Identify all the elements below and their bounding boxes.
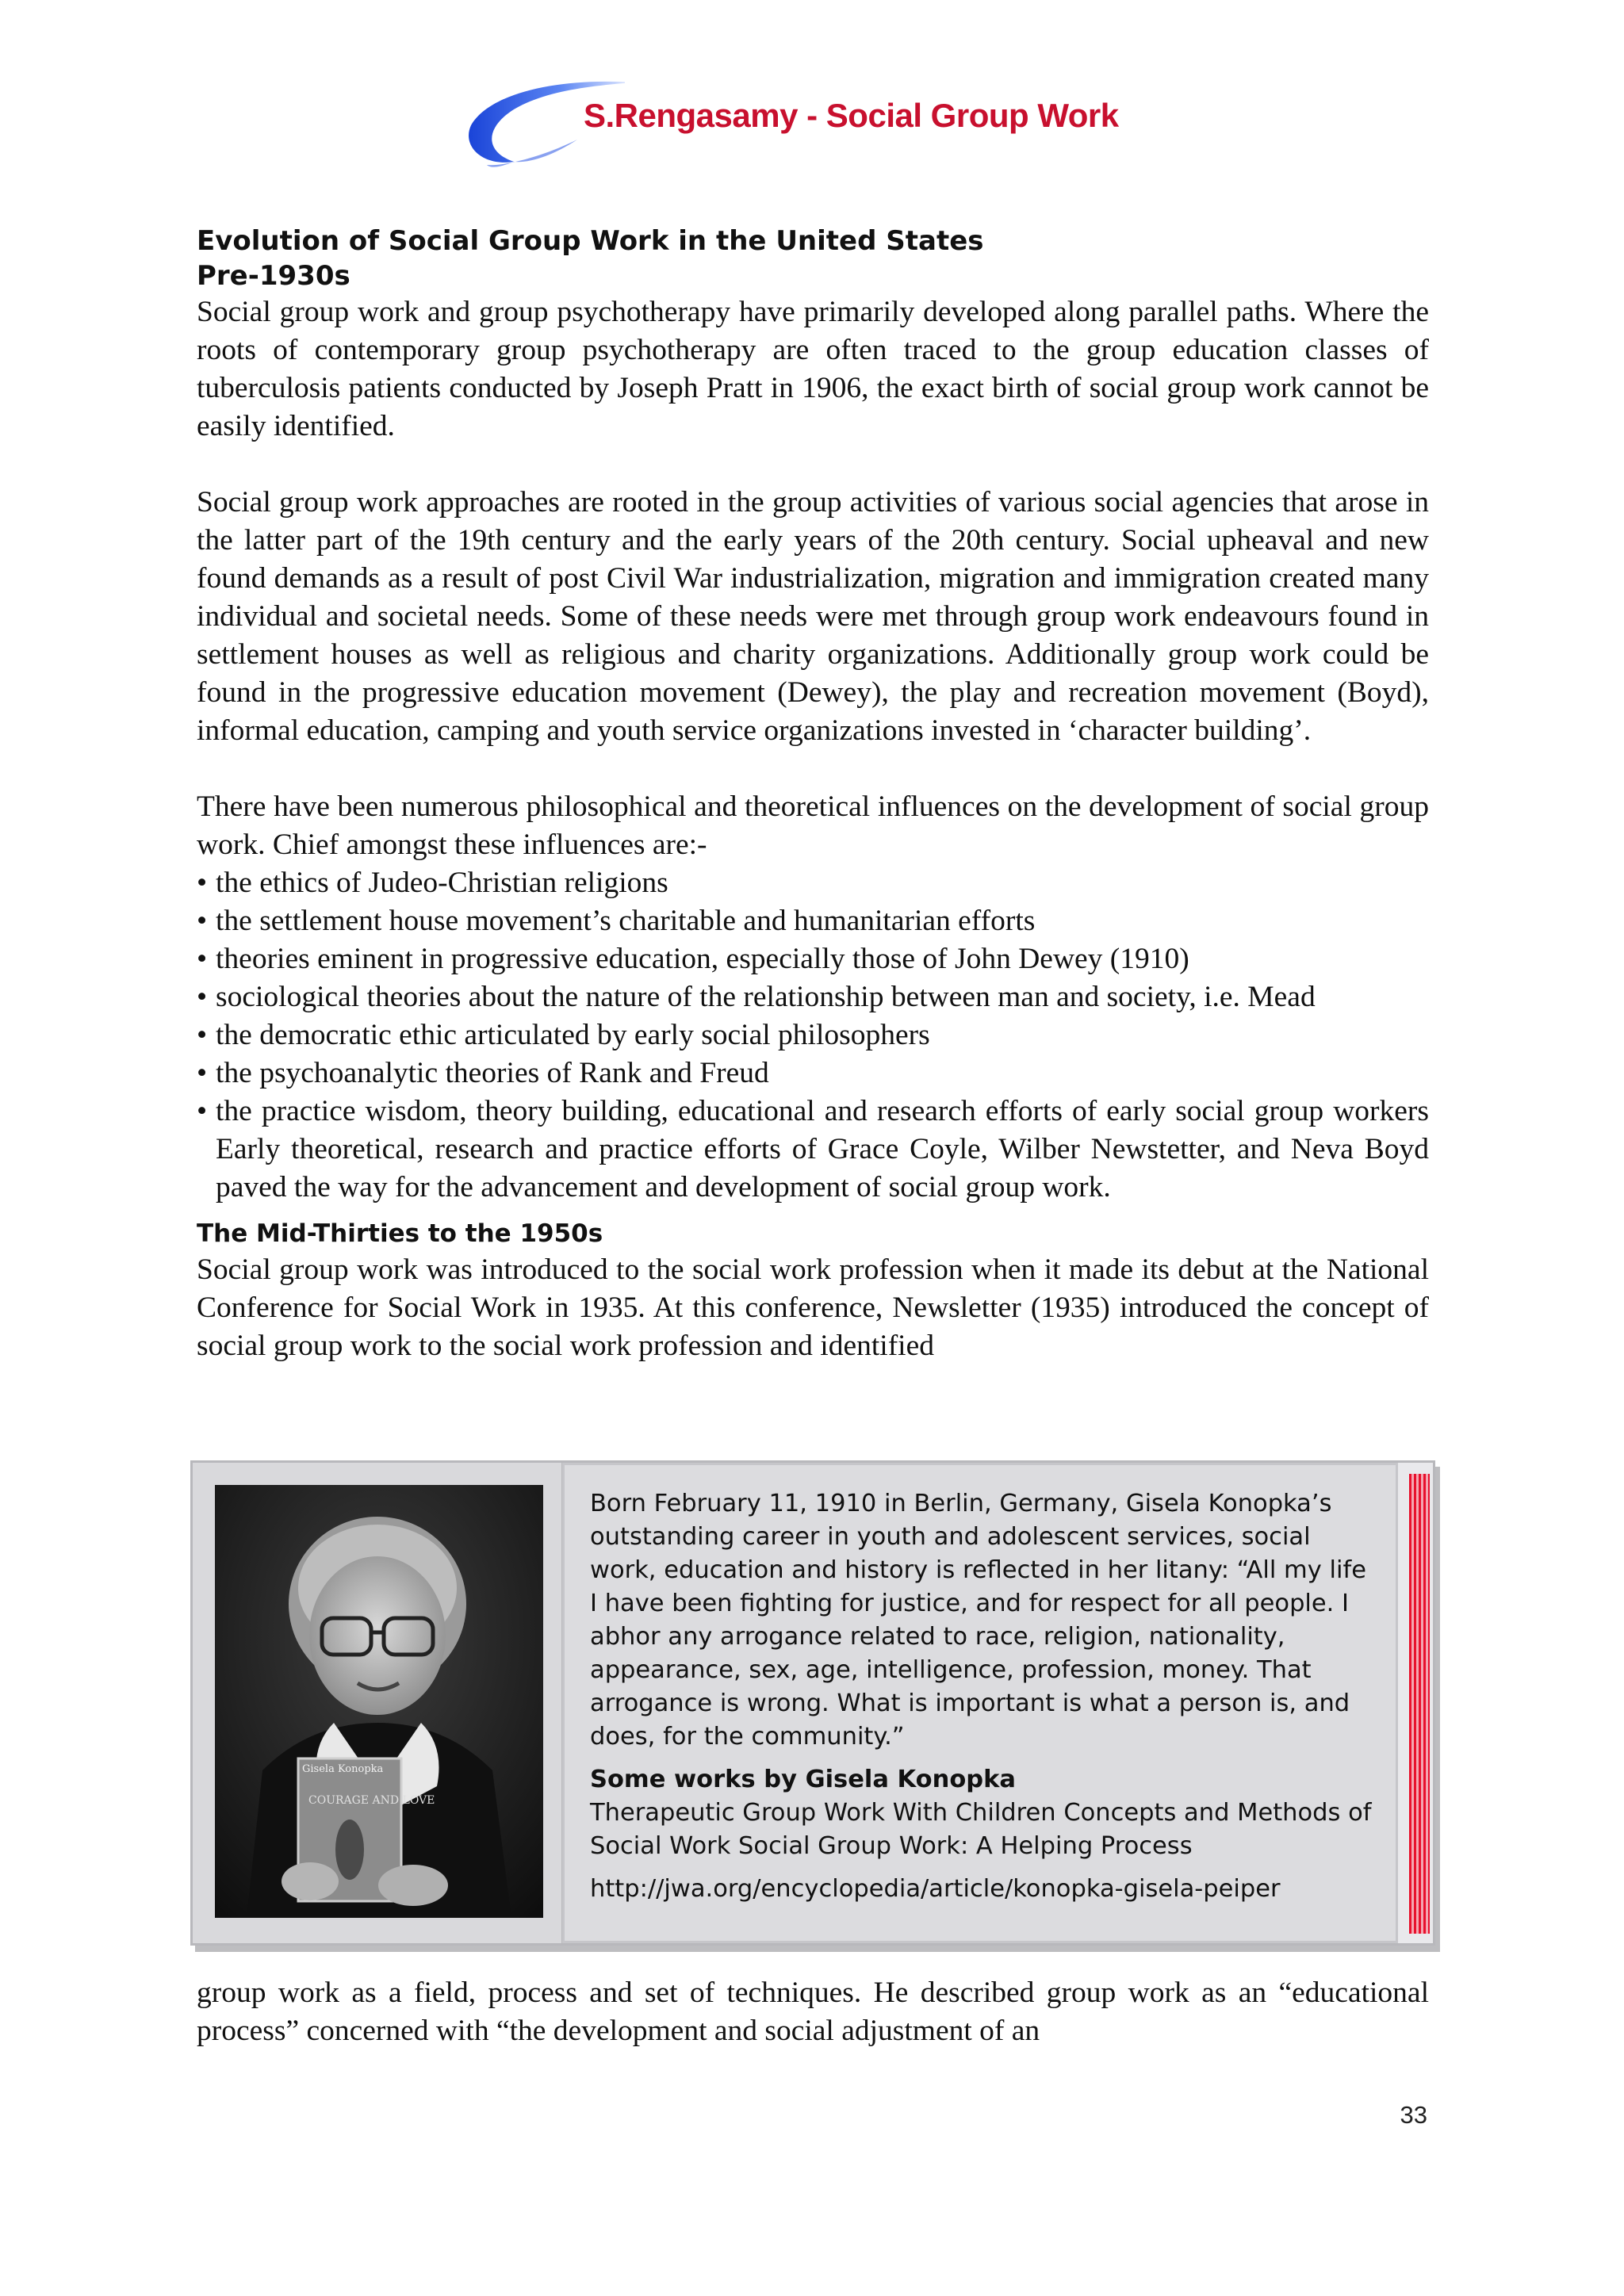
portrait-image-icon — [215, 1485, 543, 1918]
list-item: • the settlement house movement’s charitable and humanitarian efforts — [197, 902, 1429, 940]
source-url: http://jwa.org/encyclopedia/article/konopka-gisela-peiper — [590, 1875, 1281, 1903]
list-item: • theories eminent in progressive education, especially those of John Dewey (1910) — [197, 940, 1429, 978]
paragraph: Social group work approaches are rooted in the group activities of various social agencies that arose in the latter part of the 19th century and the early years of the 20th century. Social upheaval and new found demands as a result of post Civil War industrialization, migration and immigration created many individual and societal needs. Some of these needs were met through group work endeavours found in settlement houses as well as religious and charity organizations. Additionally group work could be found in the progressive education movement (Dewey), the play and recreation movement (Boyd), informal education, camping and youth service organizations invested in ‘character building’. — [197, 486, 1429, 747]
list-item: • the democratic ethic articulated by early social philosophers — [197, 1016, 1429, 1054]
paragraph: Social group work was introduced to the social work profession when it made its debut at the National Conference for Social Work in 1935. At this conference, Newsletter (1935) introduced the concept of social group work to the social work profession and identified — [197, 1253, 1429, 1362]
book-title-label: COURAGE AND LOVE — [308, 1794, 435, 1807]
list-item: • sociological theories about the nature of the relationship between man and society, i.e. Mead — [197, 978, 1429, 1016]
book-author-label: Gisela Konopka — [302, 1763, 384, 1775]
section-title: The Mid-Thirties to the 1950s — [197, 1219, 603, 1248]
list-item: • the practice wisdom, theory building, educational and research efforts of early social group workers Early theoretical, research and practice efforts of Grace Coyle, Wilber Newstetter, and Neva Boyd paved the way for the advancement and development of social group work. — [197, 1093, 1429, 1207]
decorative-stripes — [1409, 1474, 1430, 1934]
paragraph: There have been numerous philosophical and theoretical influences on the development of social group work. Chief amongst these influences are:- — [197, 790, 1429, 861]
page-header — [466, 76, 1148, 173]
list-item: • the psychoanalytic theories of Rank and Freud — [197, 1054, 1429, 1093]
page-number: 33 — [1400, 2101, 1427, 2129]
header-title: S.Rengasamy - Social Group Work — [584, 97, 1119, 134]
main-content-bottom — [197, 1974, 1429, 2050]
biography-paragraph: Born February 11, 1910 in Berlin, Germany, Gisela Konopka’s outstanding career in youth and adolescent services, social work, education and history is reflected in her litany: “All my life I have been fighting for justice, and for respect for all people. I abhor any arrogance related to race, religion, nationality, appearance, sex, age, intelligence, profession, money. That arrogance is wrong. What is important is what a person is, and does, for the community.” — [590, 1490, 1366, 1751]
section-title: Evolution of Social Group Work in the United States — [197, 225, 984, 257]
paragraph: Social group work and group psychotherapy have primarily developed along parallel paths. Where the roots of contemporary group psychotherapy are often traced to the group education classes of tuberculosis patients conducted by Joseph Pratt in 1906, the exact birth of social group work cannot be easily identified. — [197, 296, 1429, 442]
works-heading: Some works by Gisela Konopka — [590, 1766, 1016, 1793]
photo-frame — [193, 1463, 564, 1943]
portrait-photo — [215, 1485, 543, 1918]
list-item: • the ethics of Judeo-Christian religions — [197, 864, 1429, 902]
paragraph: group work as a field, process and set of techniques. He described group work as an “educational process” concerned with “the development and social adjustment of an — [197, 1976, 1429, 2047]
influences-list — [197, 864, 1429, 1207]
biography-text — [562, 1463, 1398, 1943]
main-content-top — [197, 224, 1429, 1365]
section-subtitle: Pre-1930s — [197, 260, 350, 292]
biography-box — [190, 1460, 1435, 1946]
works-list: Therapeutic Group Work With Children Concepts and Methods of Social Work Social Group Work: A Helping Process — [590, 1799, 1372, 1860]
